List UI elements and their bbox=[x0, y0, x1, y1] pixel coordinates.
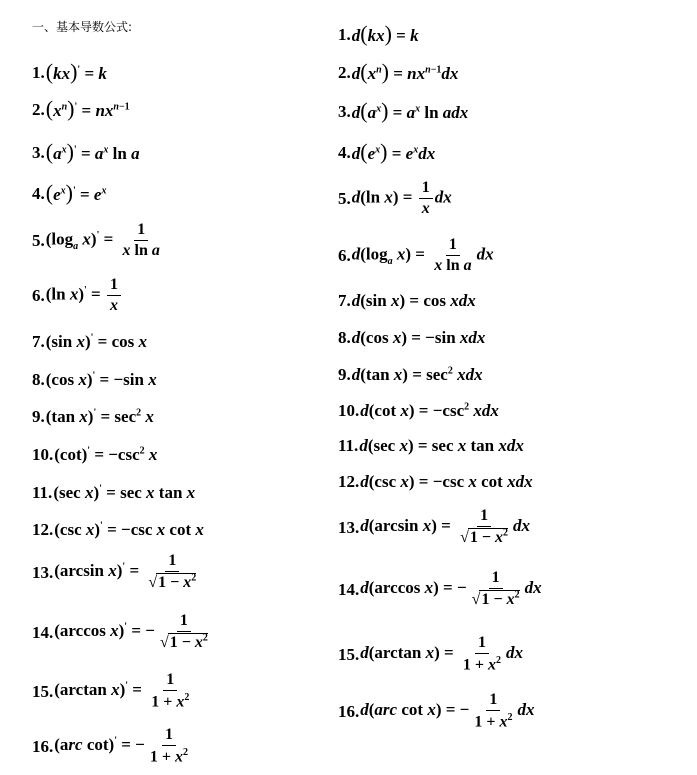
section-heading: 一、基本导数公式: bbox=[32, 20, 133, 34]
formula-expression: $d(x^n) = nx^{n-1}dx$ bbox=[351, 59, 459, 84]
differential-formula-9 bbox=[338, 366, 483, 383]
formula-number: 6. bbox=[338, 246, 351, 265]
formula-expression: $d(a^x) = a^x$ ln adx bbox=[351, 98, 469, 123]
differential-formula-10 bbox=[338, 402, 499, 419]
derivative-formula-5 bbox=[32, 222, 165, 259]
derivative-formula-14 bbox=[32, 613, 213, 651]
formula-expression: d(arcsin x) = $\frac{1}{√1 - x^2}$ dx bbox=[360, 507, 531, 547]
derivative-formula-4 bbox=[32, 180, 107, 205]
formula-expression: (arctan x)' = $\frac{1}{1 + x^2}$ bbox=[54, 671, 190, 711]
formula-expression: (kx)' = k bbox=[45, 59, 107, 84]
differential-formula-3 bbox=[338, 98, 469, 123]
formula-expression: (ln x)' = $\frac{1}{x}$ bbox=[46, 277, 123, 314]
derivative-formula-2 bbox=[32, 96, 130, 121]
formula-number: 9. bbox=[32, 407, 45, 426]
derivative-formula-16 bbox=[32, 727, 193, 765]
formula-expression: $d(e^x) = e^xdx$ bbox=[351, 139, 436, 164]
derivative-formula-1 bbox=[32, 59, 107, 84]
formula-expression: $(x^n)' = nx^{n-1}$ bbox=[45, 96, 130, 121]
formula-number: 14. bbox=[32, 622, 54, 642]
differential-formula-1 bbox=[338, 21, 419, 46]
formula-number: 11. bbox=[338, 436, 359, 455]
formula-number: 15. bbox=[32, 681, 54, 701]
differential-formula-4 bbox=[338, 139, 436, 164]
formula-expression: (tan $x)' = \sec^2 x$ bbox=[45, 407, 154, 426]
formula-expression: d(arccos x) = − $\frac{1}{√1 - x^2}$ dx bbox=[360, 569, 542, 609]
formula-expression: d(csc x) = −csc x cot xdx bbox=[360, 472, 533, 491]
formula-number: 8. bbox=[338, 328, 351, 347]
derivative-formula-13 bbox=[32, 553, 201, 591]
derivative-formula-10 bbox=[32, 446, 157, 463]
derivative-formula-11 bbox=[32, 484, 195, 501]
formula-expression: (sin x)' = cos x bbox=[45, 332, 148, 351]
formula-number: 13. bbox=[32, 562, 54, 582]
formula-number: 16. bbox=[32, 736, 54, 756]
formula-number: 4. bbox=[338, 142, 351, 162]
formula-expression: ($\log_a$ x)' = $\frac{1}{\text{x ln a}}$ bbox=[45, 221, 160, 259]
formula-expression: d(sec x) = sec x tan xdx bbox=[359, 436, 524, 455]
formula-expression: $d(\log_a$ x) = $\frac{1}{\text{x ln a}}$ dx bbox=[351, 236, 494, 274]
differential-formula-11 bbox=[338, 437, 524, 454]
formula-number: 16. bbox=[338, 701, 360, 721]
formula-number: 7. bbox=[32, 332, 45, 351]
formula-number: 10. bbox=[32, 445, 54, 464]
formula-expression: (arc cot)' = − $\frac{1}{1 + x^2}$ bbox=[54, 726, 188, 766]
formula-expression: (arcsin x)' = $\frac{1}{√1 - x^2}$ bbox=[54, 552, 197, 592]
derivative-formula-9 bbox=[32, 408, 154, 425]
derivative-formula-8 bbox=[32, 371, 157, 388]
formula-number: 13. bbox=[338, 517, 360, 537]
formula-number: 15. bbox=[338, 644, 360, 664]
formula-number: 3. bbox=[338, 101, 351, 121]
differential-formula-6 bbox=[338, 237, 494, 274]
differential-formula-15 bbox=[338, 635, 523, 673]
differential-formula-13 bbox=[338, 508, 530, 546]
formula-expression: d(arc cot x) = − $\frac{1}{1 + x^2}$ dx bbox=[360, 691, 535, 731]
derivative-formula-15 bbox=[32, 672, 194, 710]
formula-number: 6. bbox=[32, 286, 45, 305]
formula-number: 12. bbox=[32, 520, 54, 539]
formula-number: 10. bbox=[338, 401, 360, 420]
formula-number: 8. bbox=[32, 370, 45, 389]
formula-number: 11. bbox=[32, 483, 53, 502]
formula-number: 9. bbox=[338, 365, 351, 384]
formula-expression: (csc x)' = −csc x cot x bbox=[54, 520, 204, 539]
derivative-formula-12 bbox=[32, 521, 204, 538]
formula-number: 4. bbox=[32, 183, 45, 203]
formula-number: 2. bbox=[32, 99, 45, 119]
formula-number: 2. bbox=[338, 62, 351, 82]
formula-expression: d(sin x) = cos xdx bbox=[351, 291, 476, 310]
formula-expression: (arccos x)' = − $\frac{1}{√1 - x^2}$ bbox=[54, 612, 208, 652]
differential-formula-7 bbox=[338, 292, 476, 309]
formula-expression: d(ln x) = $\frac{1}{x}$ dx bbox=[351, 179, 452, 217]
formula-expression: $(a^x)' = a^x$ ln a bbox=[45, 139, 140, 164]
formula-expression: $(e^x)' = e^x$ bbox=[45, 180, 107, 205]
formula-expression: (cos x)' = −sin x bbox=[45, 370, 157, 389]
derivative-formula-6 bbox=[32, 277, 123, 314]
formula-expression: d(tan $x) = \sec^2$ xdx bbox=[351, 365, 483, 384]
formula-number: 12. bbox=[338, 472, 360, 491]
formula-expression: $(\cot)' = -\csc^2$ x bbox=[54, 445, 158, 464]
formula-number: 1. bbox=[338, 24, 351, 44]
formula-number: 3. bbox=[32, 142, 45, 162]
formula-expression: d(arctan x) = $\frac{1}{1 + x^2}$ dx bbox=[360, 634, 524, 674]
differential-formula-14 bbox=[338, 570, 542, 608]
differential-formula-8 bbox=[338, 329, 485, 346]
formula-number: 5. bbox=[338, 189, 351, 208]
derivative-formula-3 bbox=[32, 139, 140, 164]
differential-formula-12 bbox=[338, 473, 533, 490]
differential-formula-2 bbox=[338, 59, 459, 84]
formula-number: 14. bbox=[338, 579, 360, 599]
formula-expression: d(kx) = k bbox=[351, 21, 419, 46]
formula-number: 5. bbox=[32, 231, 45, 250]
formula-expression: d(cot $x) = -\csc^2$ xdx bbox=[360, 401, 499, 420]
derivative-formula-7 bbox=[32, 333, 147, 350]
formula-expression: d(cos x) = −sin xdx bbox=[351, 328, 486, 347]
differential-formula-16 bbox=[338, 692, 534, 730]
formula-number: 1. bbox=[32, 62, 45, 82]
formula-expression: (sec x)' = sec x tan x bbox=[53, 483, 196, 502]
formula-number: 7. bbox=[338, 291, 351, 310]
differential-formula-5 bbox=[338, 180, 452, 217]
